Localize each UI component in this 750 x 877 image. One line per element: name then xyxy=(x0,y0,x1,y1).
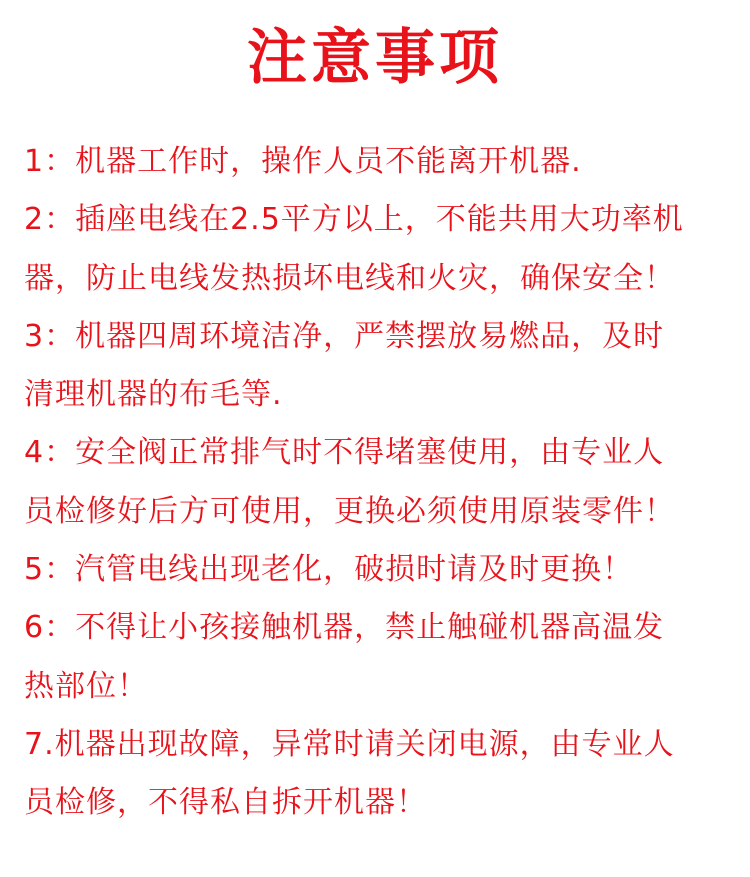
notes-list xyxy=(24,133,730,833)
note-line: 员检修好后方可使用，更换必须使用原装零件！ xyxy=(24,493,675,529)
note-line: 2：插座电线在2.5平方以上，不能共用大功率机 xyxy=(24,202,684,238)
note-line: 7.机器出现故障，异常时请关闭电源，由专业人 xyxy=(24,726,675,762)
note-line: 清理机器的布毛等. xyxy=(24,377,283,413)
note-line: 3：机器四周环境洁净，严禁摆放易燃品，及时 xyxy=(24,318,665,354)
note-line: 员检修，不得私自拆开机器！ xyxy=(24,785,427,821)
note-line: 5：汽管电线出现老化，破损时请及时更换！ xyxy=(24,552,634,588)
note-line: 热部位！ xyxy=(24,668,148,704)
note-line: 6：不得让小孩接触机器，禁止触碰机器高温发 xyxy=(24,610,665,646)
note-line: 器，防止电线发热损坏电线和火灾，确保安全！ xyxy=(24,260,675,296)
page-title: 注意事项 xyxy=(247,23,503,93)
note-line: 1：机器工作时，操作人员不能离开机器. xyxy=(24,144,582,179)
note-line: 4：安全阀正常排气时不得堵塞使用，由专业人 xyxy=(24,435,665,471)
